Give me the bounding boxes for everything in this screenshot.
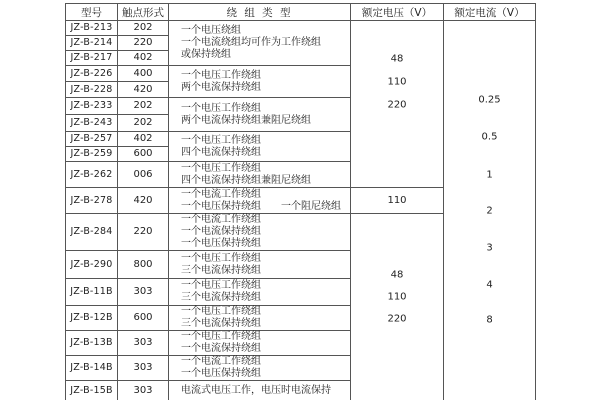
col-header-model: 型号: [66, 4, 118, 21]
winding-line: 一个电流工作绕组: [181, 214, 261, 225]
col-header-voltage: 额定电压（V）: [351, 4, 444, 21]
contact-cell: 006: [118, 162, 169, 188]
winding-line: 一个电压绕组: [181, 25, 241, 36]
voltage-cell: [351, 21, 444, 188]
contact-cell: 202: [118, 21, 169, 36]
model-cell: JZ-B-262: [66, 162, 118, 188]
col-header-winding: 绕 组 类 型: [169, 4, 351, 21]
contact-cell: 400: [118, 66, 169, 82]
winding-cell: [169, 306, 351, 331]
winding-line: 两个电流保持绕组: [181, 81, 261, 93]
winding-line: 或保持绕组: [181, 49, 231, 60]
winding-cell: [169, 279, 351, 306]
contact-cell: 220: [118, 214, 169, 251]
current-value: 2: [486, 205, 493, 217]
winding-line: 一个电压保持绕组 一个阻尼绕组: [181, 200, 341, 212]
spec-table: [65, 3, 536, 400]
current-value: 0.5: [481, 131, 498, 143]
voltage-value: 110: [387, 291, 407, 303]
winding-cell: [169, 331, 351, 356]
winding-line: 一个电流工作绕组: [181, 356, 261, 367]
winding-cell: [169, 162, 351, 188]
contact-cell: 202: [118, 98, 169, 115]
winding-cell: [169, 381, 351, 400]
model-cell: JZ-B-290: [66, 251, 118, 279]
winding-line: 一个电流保持绕组: [181, 343, 261, 354]
winding-line: 两个电流保持绕组兼阻尼绕组: [181, 114, 311, 126]
voltage-value: 220: [387, 313, 407, 325]
model-cell: JZ-B-233: [66, 98, 118, 115]
current-value: 4: [486, 279, 493, 291]
contact-cell: 220: [118, 36, 169, 51]
contact-cell: 402: [118, 132, 169, 147]
winding-cell: [169, 214, 351, 251]
winding-line: 电流式电压工作，电压时电流保持: [181, 385, 331, 396]
current-value: 0.25: [478, 94, 501, 106]
winding-line: 一个电压工作绕组: [181, 102, 261, 114]
winding-line: 一个电压工作绕组: [181, 306, 261, 317]
winding-line: 一个电压工作绕组: [181, 69, 261, 81]
current-value: 3: [486, 242, 493, 254]
winding-line: 一个电流保持绕组: [181, 226, 261, 237]
table-row: [66, 21, 536, 36]
model-cell: JZ-B-228: [66, 82, 118, 98]
winding-cell: [169, 188, 351, 214]
current-value: 8: [486, 314, 493, 326]
model-cell: JZ-B-243: [66, 115, 118, 132]
contact-cell: 402: [118, 51, 169, 66]
contact-cell: 420: [118, 82, 169, 98]
contact-cell: 600: [118, 306, 169, 331]
col-header-current: 额定电流（V）: [444, 4, 536, 21]
winding-cell: [169, 356, 351, 381]
winding-line: 一个电压工作绕组: [181, 280, 261, 291]
model-cell: JZ-B-259: [66, 147, 118, 162]
model-cell: JZ-B-226: [66, 66, 118, 82]
winding-line: 一个电压工作绕组: [181, 162, 261, 174]
winding-line: 一个电压保持绕组: [181, 368, 261, 379]
winding-cell: [169, 66, 351, 98]
winding-line: 四个电流保持绕组: [181, 146, 261, 158]
model-cell: JZ-B-278: [66, 188, 118, 214]
model-cell: JZ-B-15B: [66, 381, 118, 400]
model-cell: JZ-B-257: [66, 132, 118, 147]
model-cell: JZ-B-214: [66, 36, 118, 51]
model-cell: JZ-B-217: [66, 51, 118, 66]
model-cell: JZ-B-284: [66, 214, 118, 251]
current-value: 1: [486, 169, 493, 181]
contact-cell: 303: [118, 356, 169, 381]
contact-cell: 303: [118, 279, 169, 306]
winding-line: 一个电压工作绕组: [181, 134, 261, 146]
col-header-contact: 触点形式: [118, 4, 169, 21]
winding-line: 一个电流工作绕组: [181, 188, 261, 200]
voltage-value: 220: [387, 99, 407, 111]
model-cell: JZ-B-12B: [66, 306, 118, 331]
current-cell: [444, 21, 536, 400]
winding-cell: [169, 21, 351, 66]
contact-cell: 303: [118, 381, 169, 400]
voltage-value: 110: [387, 76, 407, 88]
winding-cell: [169, 251, 351, 279]
model-cell: JZ-B-13B: [66, 331, 118, 356]
contact-cell: 303: [118, 331, 169, 356]
winding-line: 三个电流保持绕组: [181, 318, 261, 329]
winding-line: 一个电流绕组均可作为工作绕组: [181, 37, 321, 48]
voltage-cell: [351, 214, 444, 400]
contact-cell: 600: [118, 147, 169, 162]
winding-line: 一个电压工作绕组: [181, 252, 261, 264]
voltage-value: 48: [390, 53, 404, 65]
winding-line: 一个电压保持绕组: [181, 238, 261, 249]
contact-cell: 800: [118, 251, 169, 279]
winding-cell: [169, 98, 351, 132]
winding-line: 四个电流保持绕组兼阻尼绕组: [181, 174, 311, 186]
contact-cell: 420: [118, 188, 169, 214]
model-cell: JZ-B-213: [66, 21, 118, 36]
model-cell: JZ-B-14B: [66, 356, 118, 381]
winding-line: 三个电流保持绕组: [181, 292, 261, 303]
voltage-value: 48: [390, 269, 404, 281]
model-cell: JZ-B-11B: [66, 279, 118, 306]
voltage-cell: 110: [351, 188, 444, 214]
header-row: [66, 4, 536, 21]
contact-cell: 202: [118, 115, 169, 132]
winding-line: 一个电压工作绕组: [181, 331, 261, 342]
winding-cell: [169, 132, 351, 162]
winding-line: 三个电流保持绕组: [181, 264, 261, 276]
